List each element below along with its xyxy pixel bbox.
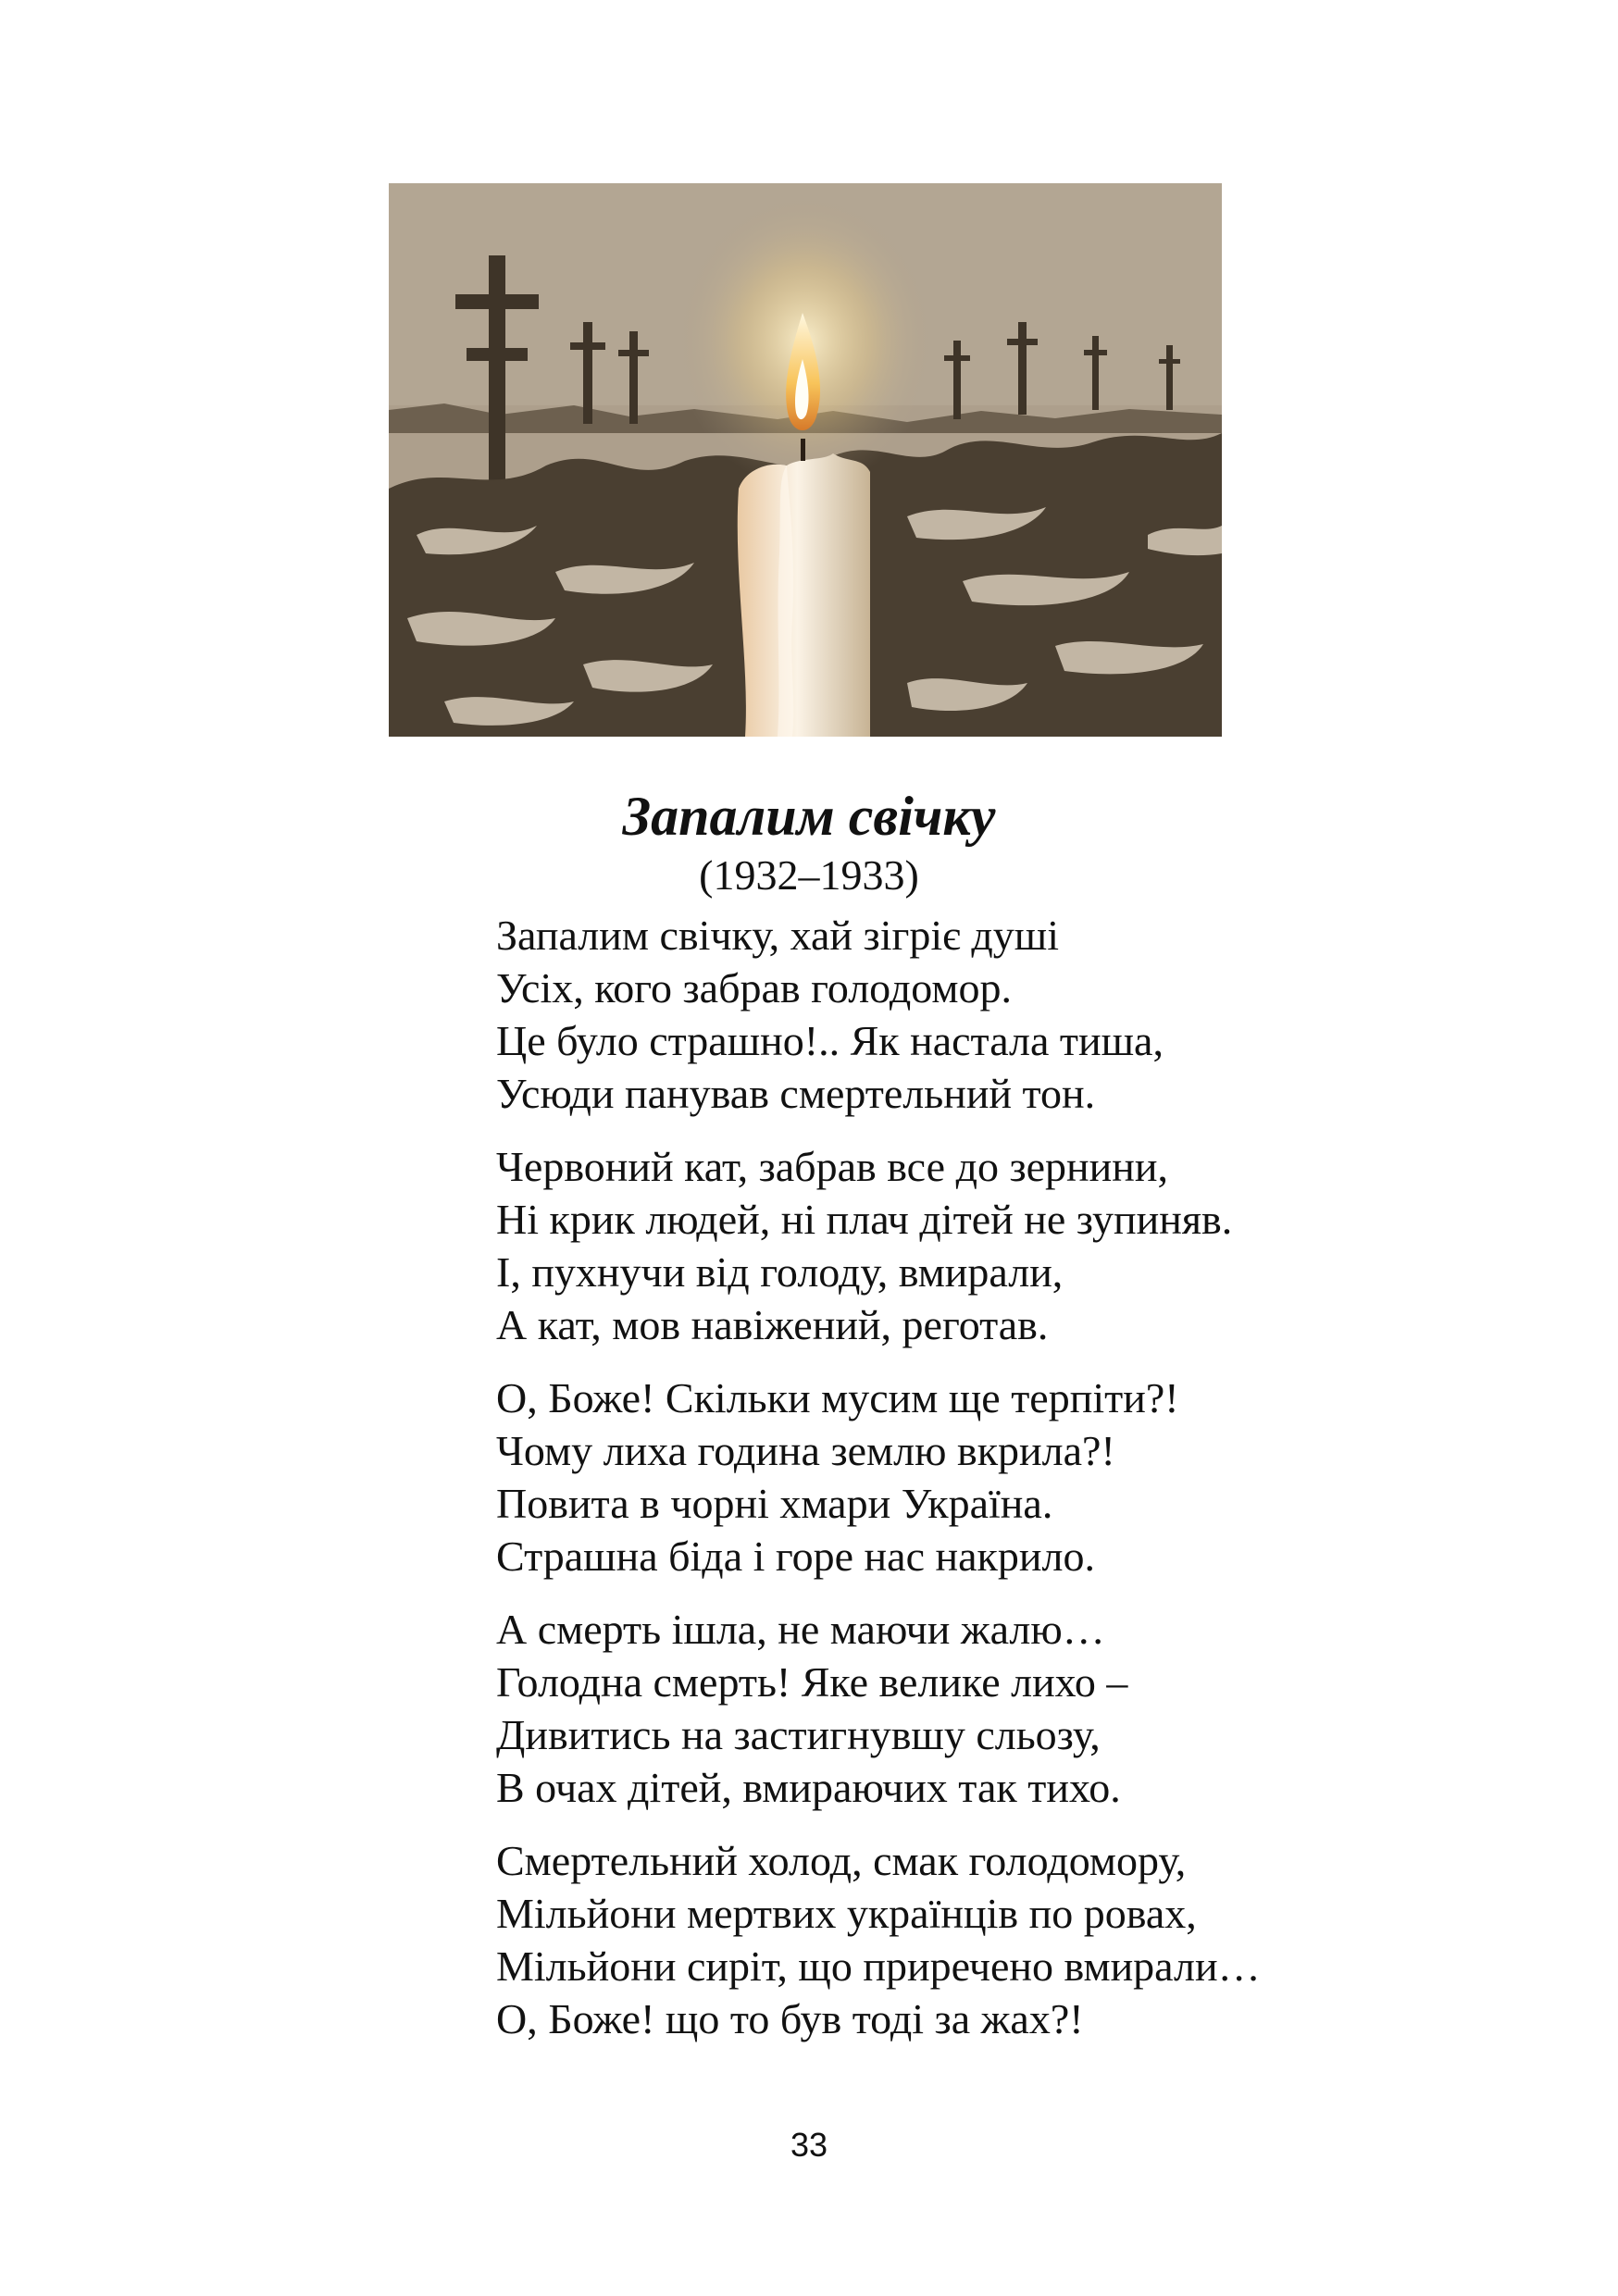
memorial-candle-illustration: [389, 183, 1222, 737]
poem-line: Повита в чорні хмари Україна.: [496, 1480, 1053, 1527]
page-number: 33: [790, 2126, 828, 2164]
poem-line: Страшна біда і горе нас накрило.: [496, 1533, 1095, 1580]
poem-line: Запалим свічку, хай зігріє душі: [496, 912, 1059, 959]
poem-line: А кат, мов навіжений, реготав.: [496, 1301, 1049, 1348]
stanza-3: [496, 1371, 1588, 1582]
poem-line: В очах дітей, вмираючих так тихо.: [496, 1764, 1121, 1811]
poem-line: О, Боже! Скільки мусим ще терпіти?!: [496, 1374, 1179, 1421]
poem-line: Червоний кат, забрав все до зернини,: [496, 1143, 1169, 1190]
stanza-5: [496, 1834, 1588, 2045]
poem-line: Мільйони мертвих українців по ровах,: [496, 1890, 1197, 1937]
stanza-4: [496, 1603, 1588, 1814]
poem-line: Голодна смерть! Яке велике лихо –: [496, 1658, 1128, 1706]
poem-line: Усюди панував смертельний тон.: [496, 1070, 1096, 1117]
poem-line: А смерть ішла, не маючи жалю…: [496, 1606, 1105, 1653]
poem-title: Запалим свічку: [622, 786, 996, 847]
poem-line: Мільйони сиріт, що приречено вмирали…: [496, 1942, 1261, 1990]
poem-line: О, Боже! що то був тоді за жах?!: [496, 1995, 1084, 2042]
poem-line: Усіх, кого забрав голодомор.: [496, 964, 1012, 1011]
poem-line: І, пухнучи від голоду, вмирали,: [496, 1248, 1064, 1296]
stanza-1: [496, 909, 1588, 1120]
poem-line: Ні крик людей, ні плач дітей не зупиняв.: [496, 1196, 1233, 1243]
memorial-candle-image: [389, 183, 1222, 737]
poem-line: Смертельний холод, смак голодомору,: [496, 1837, 1187, 1884]
poem-line: Чому лиха година землю вкрила?!: [496, 1427, 1115, 1474]
poem-line: Дивитись на застигнувшу сльозу,: [496, 1711, 1101, 1758]
stanza-2: [496, 1140, 1588, 1351]
poem-line: Це було страшно!.. Як настала тиша,: [496, 1017, 1164, 1064]
poem-dates: (1932–1933): [699, 851, 919, 899]
poem-body: [496, 909, 1588, 2066]
